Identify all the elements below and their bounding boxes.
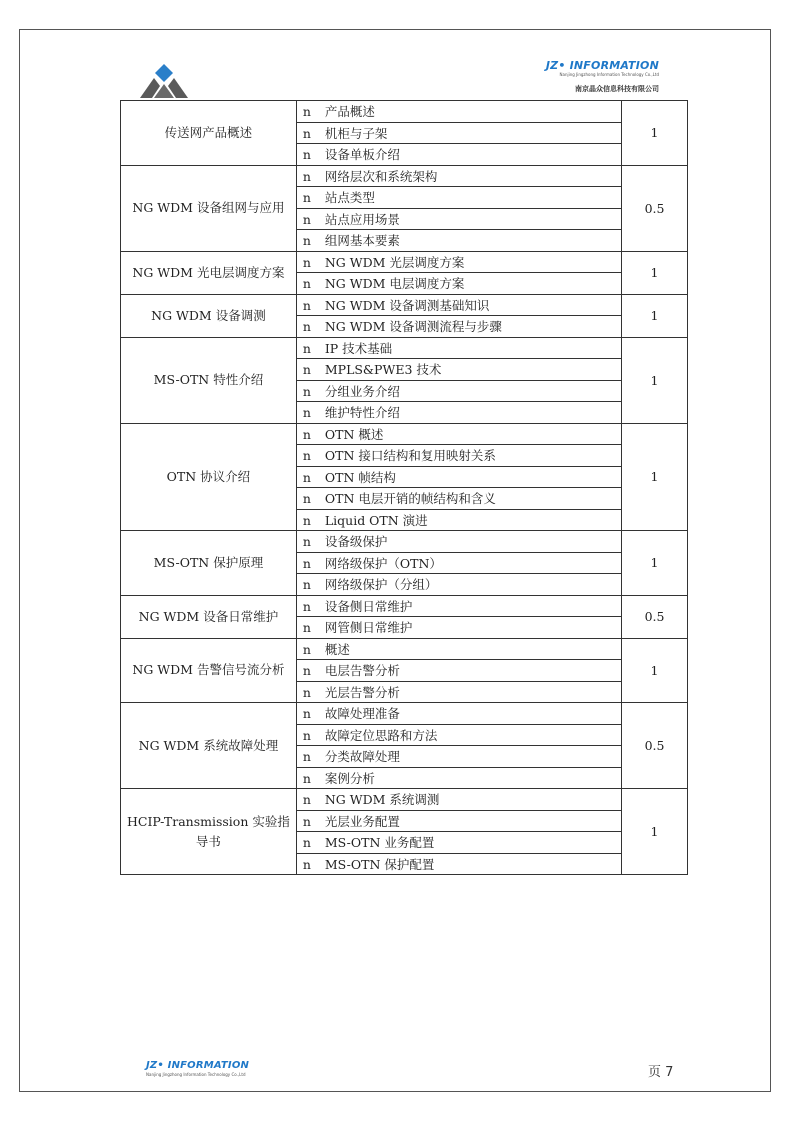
module-name: NG WDM 告警信号流分析 [121, 638, 297, 703]
topic-cell [296, 595, 621, 617]
table-row [121, 789, 688, 811]
module-name: NG WDM 光电层调度方案 [121, 251, 297, 294]
topic-cell [296, 746, 621, 768]
topic-text: 案例分析 [324, 770, 375, 786]
module-hours: 1 [622, 423, 688, 531]
topic-text: 产品概述 [324, 104, 375, 120]
topic-text: 故障处理准备 [324, 706, 400, 722]
topic-cell [296, 359, 621, 381]
footer-brand [146, 1060, 249, 1078]
bullet-marker: n [302, 663, 311, 679]
bullet-marker: n [302, 534, 311, 550]
topic-cell [296, 509, 621, 531]
page-number: 页 7 [648, 1065, 674, 1080]
topic-text: 网管侧日常维护 [324, 620, 413, 636]
bullet-marker: n [302, 835, 311, 851]
topic-text: 故障定位思路和方法 [324, 727, 438, 743]
bullet-marker: n [302, 168, 311, 184]
module-name: NG WDM 设备组网与应用 [121, 165, 297, 251]
topic-cell [296, 703, 621, 725]
header-brand [546, 60, 659, 94]
topic-text: 站点应用场景 [324, 211, 400, 227]
topic-text: 设备单板介绍 [324, 147, 400, 163]
bullet-marker: n [302, 706, 311, 722]
topic-text: 光层告警分析 [324, 684, 400, 700]
bullet-marker: n [302, 405, 311, 421]
topic-text: 组网基本要素 [324, 233, 400, 249]
topic-cell [296, 316, 621, 338]
table-row [121, 531, 688, 553]
topic-text: 光层业务配置 [324, 813, 400, 829]
topic-cell [296, 251, 621, 273]
topic-text: 站点类型 [324, 190, 375, 206]
topic-cell [296, 402, 621, 424]
topic-cell [296, 187, 621, 209]
table-row [121, 165, 688, 187]
topic-text: 网络级保护（分组） [324, 577, 438, 593]
bullet-marker: n [302, 813, 311, 829]
brand-subtitle: Nanjing Jingzhong Information Technology Co.,Ltd [559, 72, 659, 77]
topic-cell [296, 445, 621, 467]
bullet-marker: n [302, 276, 311, 292]
module-hours: 1 [622, 294, 688, 337]
bullet-marker: n [302, 383, 311, 399]
bullet-marker: n [302, 254, 311, 270]
bullet-marker: n [302, 211, 311, 227]
topic-text: 网络层次和系统架构 [324, 168, 438, 184]
module-name: OTN 协议介绍 [121, 423, 297, 531]
bullet-marker: n [302, 362, 311, 378]
topic-cell [296, 853, 621, 875]
topic-cell [296, 423, 621, 445]
topic-text: 机柜与子架 [324, 125, 388, 141]
module-hours: 1 [622, 638, 688, 703]
module-hours: 0.5 [622, 703, 688, 789]
module-hours: 1 [622, 337, 688, 423]
topic-cell [296, 660, 621, 682]
brand-chinese-name: 南京晶众信息科技有限公司 [575, 85, 659, 93]
brand-name: JZ• INFORMATION [545, 59, 659, 72]
table-row [121, 251, 688, 273]
topic-cell [296, 273, 621, 295]
bullet-marker: n [302, 233, 311, 249]
topic-cell [296, 617, 621, 639]
bullet-marker: n [302, 297, 311, 313]
topic-cell [296, 230, 621, 252]
topic-text: 维护特性介绍 [324, 405, 400, 421]
bullet-marker: n [302, 727, 311, 743]
topic-text: 分类故障处理 [324, 749, 400, 765]
module-hours: 1 [622, 789, 688, 875]
footer-brand-name: JZ• INFORMATION [146, 1060, 250, 1071]
bullet-marker: n [302, 319, 311, 335]
bullet-marker: n [302, 555, 311, 571]
bullet-marker: n [302, 641, 311, 657]
bullet-marker: n [302, 749, 311, 765]
module-name: HCIP-Transmission 实验指导书 [121, 789, 297, 875]
topic-text: NG WDM 设备调测流程与步骤 [324, 319, 502, 335]
bullet-marker: n [302, 512, 311, 528]
module-hours: 1 [622, 101, 688, 166]
topic-text: IP 技术基础 [324, 340, 393, 356]
topic-text: Liquid OTN 演进 [324, 512, 428, 528]
topic-text: 网络级保护（OTN） [324, 555, 442, 571]
topic-cell [296, 574, 621, 596]
topic-cell [296, 122, 621, 144]
bullet-marker: n [302, 190, 311, 206]
table-row [121, 337, 688, 359]
bullet-marker: n [302, 577, 311, 593]
bullet-marker: n [302, 448, 311, 464]
bullet-marker: n [302, 491, 311, 507]
bullet-marker: n [302, 684, 311, 700]
module-hours: 0.5 [622, 595, 688, 638]
module-name: MS-OTN 特性介绍 [121, 337, 297, 423]
topic-text: OTN 概述 [324, 426, 384, 442]
topic-cell [296, 144, 621, 166]
table-row [121, 595, 688, 617]
topic-cell [296, 832, 621, 854]
topic-cell [296, 810, 621, 832]
topic-text: NG WDM 设备调测基础知识 [324, 297, 490, 313]
topic-cell [296, 724, 621, 746]
topic-text: NG WDM 电层调度方案 [324, 276, 465, 292]
bullet-marker: n [302, 598, 311, 614]
topic-text: OTN 帧结构 [324, 469, 396, 485]
topic-cell [296, 789, 621, 811]
course-outline-table [120, 100, 688, 875]
topic-text: MS-OTN 业务配置 [324, 835, 435, 851]
table-row [121, 101, 688, 123]
topic-cell [296, 337, 621, 359]
topic-text: OTN 接口结构和复用映射关系 [324, 448, 496, 464]
topic-cell [296, 466, 621, 488]
topic-cell [296, 488, 621, 510]
bullet-marker: n [302, 792, 311, 808]
topic-text: OTN 电层开销的帧结构和含义 [324, 491, 496, 507]
bullet-marker: n [302, 770, 311, 786]
bullet-marker: n [302, 469, 311, 485]
topic-cell [296, 101, 621, 123]
topic-text: 分组业务介绍 [324, 383, 400, 399]
bullet-marker: n [302, 340, 311, 356]
bullet-marker: n [302, 125, 311, 141]
topic-text: 设备级保护 [324, 534, 388, 550]
bullet-marker: n [302, 104, 311, 120]
table-row [121, 423, 688, 445]
table-row [121, 638, 688, 660]
footer-brand-subtitle: Nanjing Jingzhong Information Technology Co.,Ltd [146, 1072, 246, 1077]
topic-cell [296, 294, 621, 316]
module-name: NG WDM 系统故障处理 [121, 703, 297, 789]
topic-cell [296, 681, 621, 703]
bullet-marker: n [302, 147, 311, 163]
bullet-marker: n [302, 426, 311, 442]
topic-text: NG WDM 系统调测 [324, 792, 440, 808]
module-name: NG WDM 设备调测 [121, 294, 297, 337]
topic-cell [296, 165, 621, 187]
module-name: NG WDM 设备日常维护 [121, 595, 297, 638]
topic-cell [296, 767, 621, 789]
bullet-marker: n [302, 620, 311, 636]
topic-text: MPLS&PWE3 技术 [324, 362, 442, 378]
topic-cell [296, 380, 621, 402]
topic-cell [296, 208, 621, 230]
topic-text: NG WDM 光层调度方案 [324, 254, 465, 270]
module-name: MS-OTN 保护原理 [121, 531, 297, 596]
topic-cell [296, 638, 621, 660]
topic-cell [296, 531, 621, 553]
bullet-marker: n [302, 856, 311, 872]
module-hours: 0.5 [622, 165, 688, 251]
company-logo-icon [140, 60, 192, 100]
topic-text: 设备侧日常维护 [324, 598, 413, 614]
module-hours: 1 [622, 251, 688, 294]
topic-text: MS-OTN 保护配置 [324, 856, 435, 872]
table-row [121, 703, 688, 725]
module-name: 传送网产品概述 [121, 101, 297, 166]
module-hours: 1 [622, 531, 688, 596]
topic-cell [296, 552, 621, 574]
table-row [121, 294, 688, 316]
topic-text: 电层告警分析 [324, 663, 400, 679]
topic-text: 概述 [324, 641, 350, 657]
